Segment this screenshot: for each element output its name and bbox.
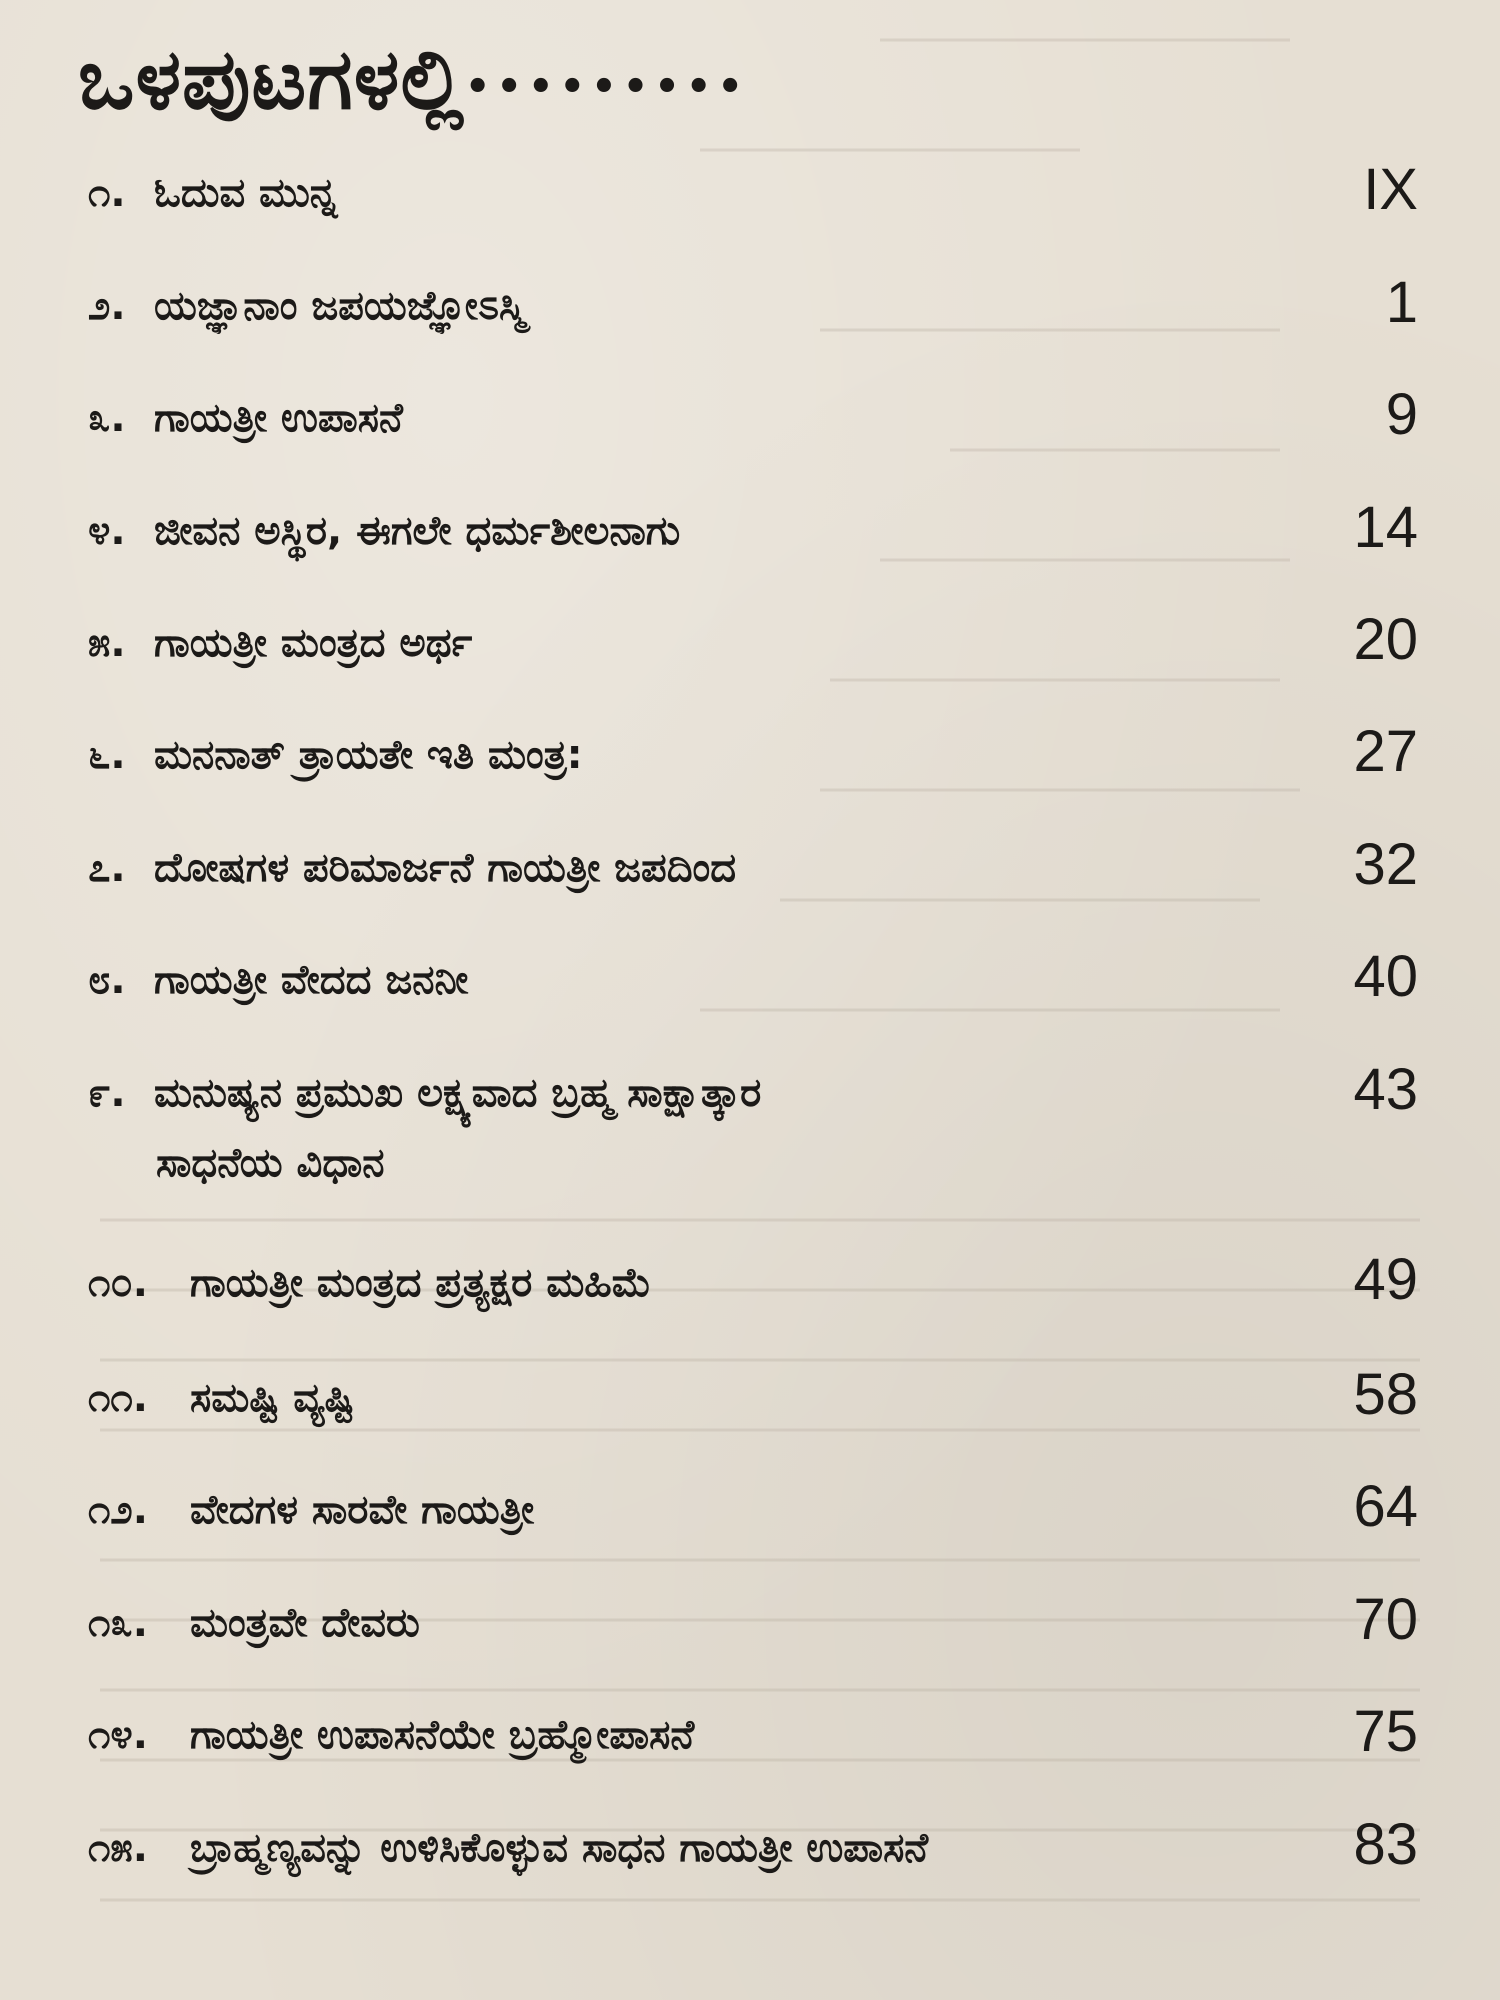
entry-title: ಗಾಯತ್ರೀ ಮಂತ್ರದ ಅರ್ಥ <box>154 620 473 666</box>
entry-page-number: 64 <box>1353 1474 1418 1539</box>
entry-number: ೪. <box>88 508 126 554</box>
entry-title: ಯಜ್ಞಾನಾಂ ಜಪಯಜ್ಞೋಽಸ್ಮಿ <box>154 283 526 329</box>
entry-title: ಗಾಯತ್ರೀ ಉಪಾಸನೆಯೇ ಬ್ರಹ್ಮೋಪಾಸನೆ <box>190 1712 695 1758</box>
title-dots: ••••••••• <box>464 64 749 110</box>
entry-number: ೮. <box>88 957 126 1003</box>
entry-number: ೧೫. <box>88 1825 148 1871</box>
entry-page-number: 58 <box>1353 1362 1418 1427</box>
entry-page-number: 40 <box>1353 944 1418 1009</box>
page-title-text: ಒಳಪುಟಗಳಲ್ಲಿ <box>78 30 465 128</box>
entry-title: ಗಾಯತ್ರೀ ಮಂತ್ರದ ಪ್ರತ್ಯಕ್ಷರ ಮಹಿಮೆ <box>190 1260 652 1306</box>
entry-number: ೧. <box>88 170 126 216</box>
entry-number: ೧೪. <box>88 1712 148 1758</box>
entry-title-continued: ಸಾಧನೆಯ ವಿಧಾನ <box>156 1140 385 1186</box>
entry-title: ಸಮಷ್ಟಿ ವ್ಯಷ್ಟಿ <box>190 1375 355 1421</box>
entry-page-number: 20 <box>1353 607 1418 672</box>
entry-page-number: 14 <box>1353 495 1418 560</box>
entry-title: ಗಾಯತ್ರೀ ಉಪಾಸನೆ <box>154 395 403 441</box>
entry-page-number: 27 <box>1353 719 1418 784</box>
entry-number: ೧೧. <box>88 1375 148 1421</box>
entry-number: ೨. <box>88 283 126 329</box>
entry-title: ವೇದಗಳ ಸಾರವೇ ಗಾಯತ್ರೀ <box>190 1487 535 1533</box>
entry-page-number: 32 <box>1353 832 1418 897</box>
entry-title: ಓದುವ ಮುನ್ನ <box>154 170 338 216</box>
entry-number: ೬. <box>88 732 126 778</box>
entry-title: ಮಂತ್ರವೇ ದೇವರು <box>190 1600 420 1646</box>
page-title <box>78 30 749 129</box>
entry-page-number: 70 <box>1353 1587 1418 1652</box>
entry-title: ಗಾಯತ್ರೀ ವೇದದ ಜನನೀ <box>154 957 469 1003</box>
entry-number: ೫. <box>88 620 126 666</box>
entry-number: ೧೨. <box>88 1487 148 1533</box>
entry-page-number: IX <box>1363 157 1418 222</box>
entry-number: ೩. <box>88 395 126 441</box>
entry-page-number: 9 <box>1385 382 1418 447</box>
entry-page-number: 75 <box>1353 1699 1418 1764</box>
entry-title: ದೋಷಗಳ ಪರಿಮಾರ್ಜನೆ ಗಾಯತ್ರೀ ಜಪದಿಂದ <box>154 845 737 891</box>
entry-title: ಬ್ರಾಹ್ಮಣ್ಯವನ್ನು ಉಳಿಸಿಕೊಳ್ಳುವ ಸಾಧನ ಗಾಯತ್ರೀ ಉಪಾಸನೆ <box>190 1825 929 1871</box>
entry-title: ಮನುಷ್ಯನ ಪ್ರಮುಖ ಲಕ್ಷ್ಯವಾದ ಬ್ರಹ್ಮ ಸಾಕ್ಷಾತ್ಕಾರ <box>154 1070 762 1116</box>
entry-page-number: 43 <box>1353 1057 1418 1122</box>
entry-number: ೭. <box>88 845 126 891</box>
entry-number: ೧೩. <box>88 1600 148 1646</box>
entry-number: ೯. <box>88 1070 126 1116</box>
entry-page-number: 1 <box>1385 270 1418 335</box>
entry-page-number: 49 <box>1353 1247 1418 1312</box>
entry-title: ಜೀವನ ಅಸ್ಥಿರ, ಈಗಲೇ ಧರ್ಮಶೀಲನಾಗು <box>154 508 681 554</box>
entry-page-number: 83 <box>1353 1812 1418 1877</box>
entry-number: ೧೦. <box>88 1260 148 1306</box>
entry-title: ಮನನಾತ್ ತ್ರಾಯತೇ ಇತಿ ಮಂತ್ರ: <box>154 732 583 778</box>
